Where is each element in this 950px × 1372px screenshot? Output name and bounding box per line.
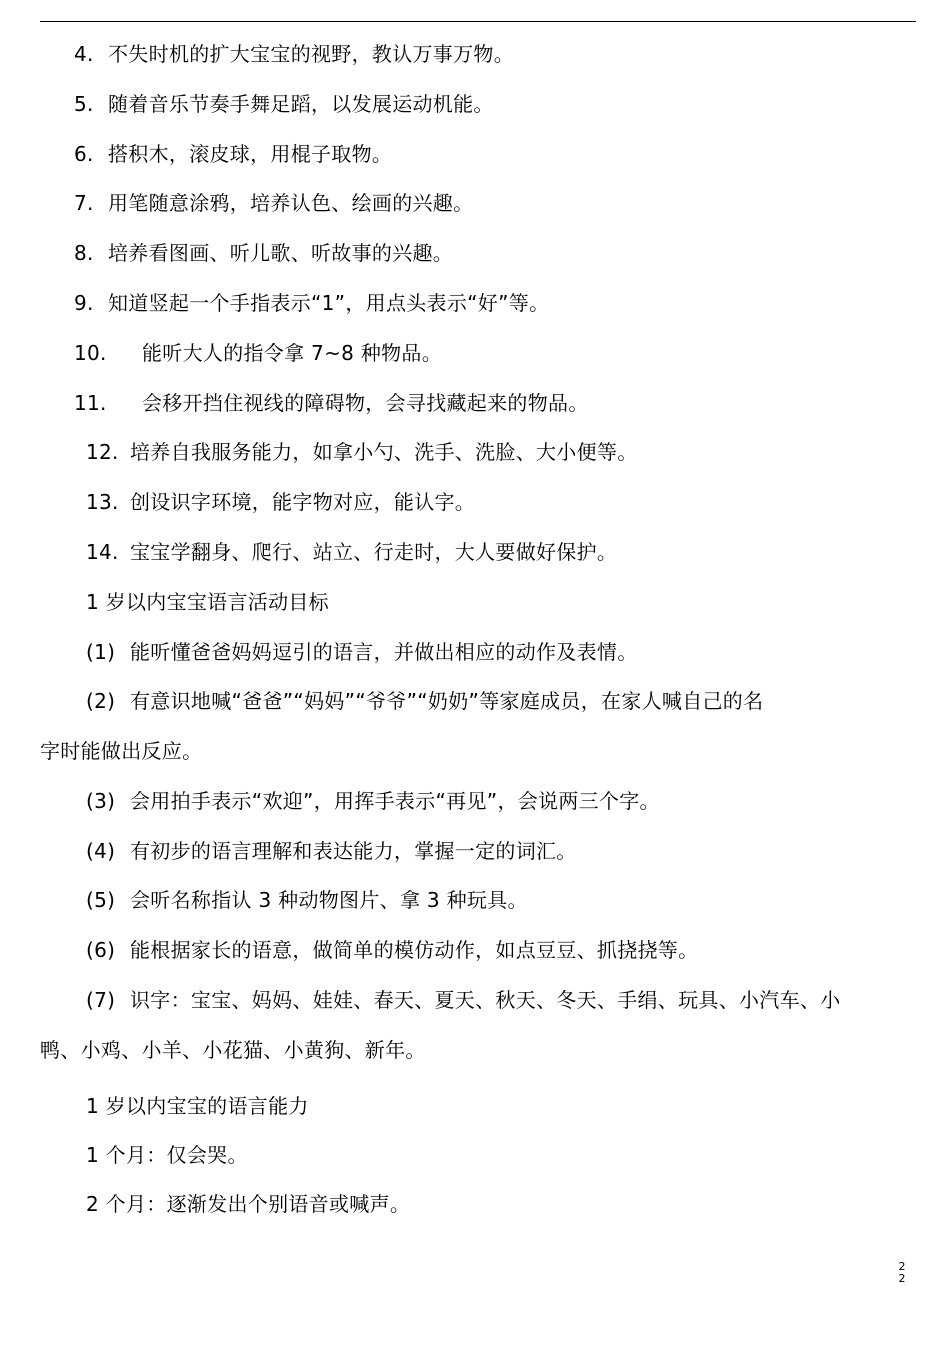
goal-item-text: 能听懂爸爸妈妈逗引的语言，并做出相应的动作及表情。	[130, 640, 638, 664]
goal-item-number: (2)	[86, 689, 116, 713]
list-item-number: 13.	[86, 490, 119, 514]
list-item-number: 5.	[74, 92, 94, 116]
goal-item-text: 识字：宝宝、妈妈、娃娃、春天、夏天、秋天、冬天、手绢、玩具、小汽车、小	[130, 988, 841, 1012]
list-item-text: 知道竖起一个手指表示“1”，用点头表示“好”等。	[108, 291, 550, 315]
goal-item-continuation: 鸭、小鸡、小羊、小花猫、小黄狗、新年。	[40, 1038, 426, 1062]
section-heading-language-goals: 1 岁以内宝宝语言活动目标	[86, 590, 329, 614]
list-item	[74, 290, 549, 316]
list-item	[74, 141, 392, 167]
goal-item-text: 有初步的语言理解和表达能力，掌握一定的词汇。	[130, 839, 577, 863]
list-item-text: 随着音乐节奏手舞足蹈，以发展运动机能。	[108, 92, 494, 116]
list-item	[74, 390, 589, 416]
list-item	[86, 439, 638, 465]
list-item	[74, 41, 514, 67]
list-item	[86, 489, 475, 515]
ability-item: 1 个月：仅会哭。	[86, 1143, 248, 1167]
goal-item-text: 能根据家长的语意，做简单的模仿动作，如点豆豆、抓挠挠等。	[130, 938, 699, 962]
goal-item-number: (3)	[86, 789, 116, 813]
list-item	[74, 190, 473, 216]
list-item-text: 培养自我服务能力，如拿小勺、洗手、洗脸、大小便等。	[130, 440, 638, 464]
list-item	[74, 91, 494, 117]
goal-item-continuation: 字时能做出反应。	[40, 739, 203, 763]
list-item	[74, 240, 453, 266]
goal-item-text: 有意识地喊“爸爸”“妈妈”“爷爷”“奶奶”等家庭成员，在家人喊自己的名	[130, 689, 764, 713]
page-number	[896, 1261, 908, 1285]
list-item-number: 9.	[74, 291, 94, 315]
goal-item-text: 会听名称指认 3 种动物图片、拿 3 种玩具。	[130, 888, 528, 912]
goal-item-number: (4)	[86, 839, 116, 863]
goal-item-number: (1)	[86, 640, 116, 664]
list-item-text: 用笔随意涂鸦，培养认色、绘画的兴趣。	[108, 191, 474, 215]
list-item-text: 培养看图画、听儿歌、听故事的兴趣。	[108, 241, 454, 265]
goal-item-number: (7)	[86, 988, 116, 1012]
goal-item-text: 会用拍手表示“欢迎”，用挥手表示“再见”，会说两三个字。	[130, 789, 660, 813]
list-item-number: 6.	[74, 142, 94, 166]
goal-item	[86, 639, 638, 665]
list-item-number: 7.	[74, 191, 94, 215]
goal-item	[86, 887, 528, 913]
page-number-digit: 2	[898, 1260, 906, 1273]
ability-item: 2 个月：逐渐发出个别语音或喊声。	[86, 1192, 411, 1216]
section-heading-language-ability: 1 岁以内宝宝的语言能力	[86, 1094, 309, 1118]
goal-item-number: (5)	[86, 888, 116, 912]
list-item-number: 10.	[74, 341, 107, 365]
list-item-number: 14.	[86, 540, 119, 564]
list-item-text: 能听大人的指令拿 7~8 种物品。	[142, 341, 443, 365]
list-item-text: 会移开挡住视线的障碍物，会寻找藏起来的物品。	[142, 391, 589, 415]
list-item-text: 搭积木，滚皮球，用棍子取物。	[108, 142, 393, 166]
list-item-text: 不失时机的扩大宝宝的视野，教认万事万物。	[108, 42, 514, 66]
goal-item-number: (6)	[86, 938, 116, 962]
page-number-digit: 2	[898, 1272, 906, 1285]
list-item-number: 8.	[74, 241, 94, 265]
list-item-text: 宝宝学翻身、爬行、站立、行走时，大人要做好保护。	[130, 540, 618, 564]
goal-item	[86, 937, 698, 963]
list-item	[86, 539, 617, 565]
list-item-number: 12.	[86, 440, 119, 464]
list-item-text: 创设识字环境，能字物对应，能认字。	[130, 490, 476, 514]
list-item	[74, 340, 442, 366]
document-page	[40, 0, 916, 1372]
list-item-number: 11.	[74, 391, 107, 415]
goal-item	[86, 788, 660, 814]
goal-item	[86, 838, 577, 864]
goal-item	[86, 688, 763, 714]
list-item-number: 4.	[74, 42, 94, 66]
goal-item	[86, 987, 841, 1013]
